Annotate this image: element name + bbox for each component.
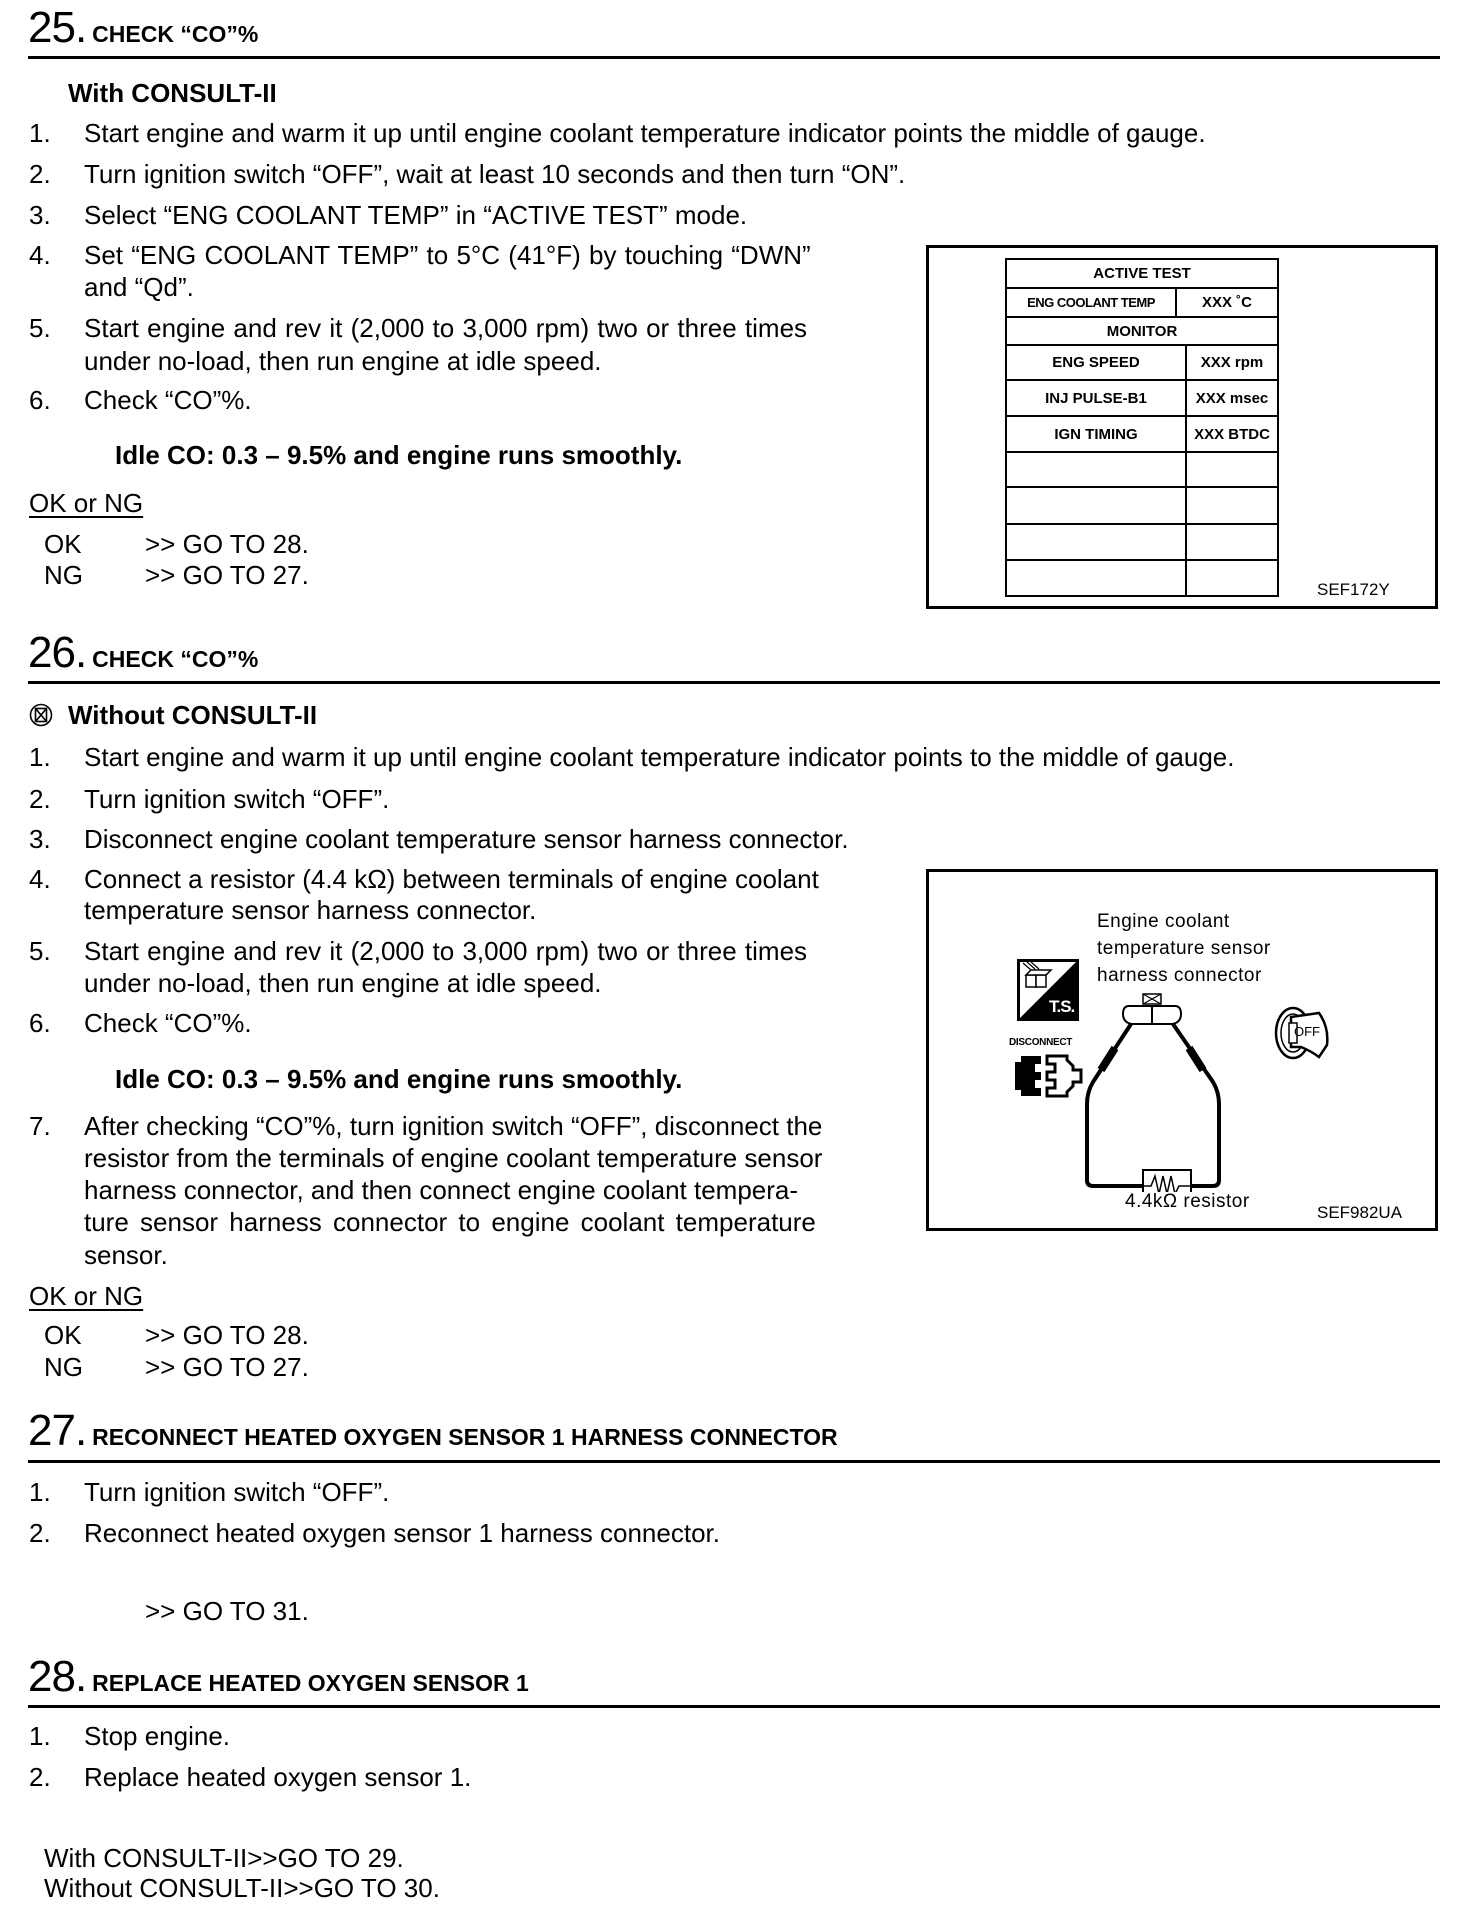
step-number: 4. xyxy=(29,864,51,894)
monitor-label: IGN TIMING xyxy=(1006,416,1186,452)
step-number: 3. xyxy=(29,824,51,854)
result-ng-link[interactable]: >> GO TO 27. xyxy=(145,560,309,590)
resistor-label: 4.4kΩ resistor xyxy=(1125,1191,1250,1212)
monitor-label xyxy=(1006,560,1186,596)
circuit-diagram xyxy=(1079,992,1299,1192)
step-text: After checking “CO”%, turn ignition switch “OFF”, disconnect the xyxy=(84,1111,823,1141)
section-27-heading xyxy=(28,1406,838,1459)
step-number: 2. xyxy=(29,784,51,814)
section-26-heading xyxy=(28,628,259,681)
ts-badge-text: T.S. xyxy=(1049,997,1075,1016)
section-number: 25. xyxy=(28,3,87,52)
step-text: Replace heated oxygen sensor 1. xyxy=(84,1762,472,1792)
active-test-table xyxy=(1005,258,1279,597)
step-text: Disconnect engine coolant temperature sensor harness connector. xyxy=(84,824,849,854)
step-text: Start engine and warm it up until engine coolant temperature indicator points to the middle of gauge. xyxy=(84,742,1235,772)
step-text-continued: and “Qd”. xyxy=(84,272,194,302)
step-number: 3. xyxy=(29,200,51,230)
step-text: Turn ignition switch “OFF”. xyxy=(84,1477,390,1507)
section-number: 27. xyxy=(28,1406,87,1455)
step-text: Connect a resistor (4.4 kΩ) between terminals of engine coolant xyxy=(84,864,819,894)
step-text-continued: under no-load, then run engine at idle speed. xyxy=(84,968,602,998)
branch-with-consult-link[interactable]: With CONSULT-II>>GO TO 29. xyxy=(44,1843,404,1873)
step-number: 5. xyxy=(29,313,51,343)
step-number: 5. xyxy=(29,936,51,966)
active-test-header: ACTIVE TEST xyxy=(1006,259,1278,288)
monitor-label xyxy=(1006,487,1186,524)
step-text: Start engine and rev it (2,000 to 3,000 rpm) two or three times xyxy=(84,313,808,343)
step-text: Reconnect heated oxygen sensor 1 harness connector. xyxy=(84,1518,720,1548)
monitor-value: XXX msec xyxy=(1186,380,1278,416)
active-item-label: ENG COOLANT TEMP xyxy=(1007,289,1177,316)
section-title: CHECK “CO”% xyxy=(92,646,259,672)
step-number: 2. xyxy=(29,1518,51,1548)
step-text-continued: under no-load, then run engine at idle speed. xyxy=(84,346,602,376)
step-number: 2. xyxy=(29,1762,51,1792)
disconnect-label: DISCONNECT xyxy=(1009,1037,1073,1048)
step-text-continued: harness connector, and then connect engine coolant tempera- xyxy=(84,1175,799,1205)
step-text: Turn ignition switch “OFF”, wait at least 10 seconds and then turn “ON”. xyxy=(84,159,906,189)
step-text-continued: resistor from the terminals of engine coolant temperature sensor xyxy=(84,1143,823,1173)
result-ng-code: NG xyxy=(44,560,83,590)
step-text: Check “CO”%. xyxy=(84,1008,252,1038)
step-text: Check “CO”%. xyxy=(84,385,252,415)
step-text-continued: ture sensor harness connector to engine coolant temperature xyxy=(84,1207,816,1237)
monitor-value xyxy=(1186,560,1278,596)
monitor-value: XXX rpm xyxy=(1186,345,1278,380)
monitor-label: ENG SPEED xyxy=(1006,345,1186,380)
monitor-value xyxy=(1186,524,1278,560)
result-ok-code: OK xyxy=(44,1320,82,1350)
step-text: Start engine and rev it (2,000 to 3,000 rpm) two or three times xyxy=(84,936,808,966)
section-25-heading xyxy=(28,3,259,56)
monitor-value xyxy=(1186,487,1278,524)
step-number: 1. xyxy=(29,1721,51,1751)
section-divider xyxy=(28,681,1440,684)
step-number: 4. xyxy=(29,240,51,270)
figure-id: SEF982UA xyxy=(1317,1203,1403,1222)
step-number: 6. xyxy=(29,385,51,415)
spec-value: Idle CO: 0.3 – 9.5% and engine runs smoothly. xyxy=(115,1064,683,1094)
section-title: REPLACE HEATED OXYGEN SENSOR 1 xyxy=(92,1670,529,1696)
active-item-value: XXX ˚C xyxy=(1201,294,1252,311)
step-number: 2. xyxy=(29,159,51,189)
section-divider xyxy=(28,56,1440,59)
monitor-label xyxy=(1006,452,1186,487)
section-number: 26. xyxy=(28,628,87,677)
active-item-row xyxy=(1006,288,1278,317)
section-number: 28. xyxy=(28,1652,87,1701)
figure-id: SEF172Y xyxy=(1317,580,1390,599)
section-divider xyxy=(28,1705,1440,1708)
disconnect-icon xyxy=(1011,1050,1087,1102)
ignition-key-off-icon xyxy=(1273,1003,1331,1063)
step-number: 1. xyxy=(29,1477,51,1507)
mode-label: With CONSULT-II xyxy=(68,78,277,108)
step-text-continued: temperature sensor harness connector. xyxy=(84,895,537,925)
step-text: Select “ENG COOLANT TEMP” in “ACTIVE TEST” mode. xyxy=(84,200,748,230)
step-number: 7. xyxy=(29,1111,51,1141)
monitor-header: MONITOR xyxy=(1006,317,1278,345)
result-ok-link[interactable]: >> GO TO 28. xyxy=(145,1320,309,1350)
active-test-figure xyxy=(926,245,1438,609)
without-consult-icon xyxy=(29,703,53,727)
result-label: OK or NG xyxy=(29,488,144,518)
step-number: 6. xyxy=(29,1008,51,1038)
monitor-value: XXX BTDC xyxy=(1186,416,1278,452)
connector-label xyxy=(1097,908,1271,989)
section-title: RECONNECT HEATED OXYGEN SENSOR 1 HARNESS CONNECTOR xyxy=(92,1424,838,1450)
key-off-text: OFF xyxy=(1294,1024,1320,1039)
connector-label-line: Engine coolant xyxy=(1097,911,1230,932)
monitor-label xyxy=(1006,524,1186,560)
step-number: 1. xyxy=(29,118,51,148)
spec-value: Idle CO: 0.3 – 9.5% and engine runs smoothly. xyxy=(115,440,683,470)
result-ok-link[interactable]: >> GO TO 28. xyxy=(145,529,309,559)
result-label: OK or NG xyxy=(29,1281,144,1311)
connector-label-line: temperature sensor xyxy=(1097,938,1271,959)
step-text-continued: sensor. xyxy=(84,1240,168,1270)
result-ng-link[interactable]: >> GO TO 27. xyxy=(145,1352,309,1382)
resistor-connection-figure xyxy=(926,869,1438,1231)
connector-label-line: harness connector xyxy=(1097,965,1262,986)
monitor-label: INJ PULSE-B1 xyxy=(1006,380,1186,416)
step-number: 1. xyxy=(29,742,51,772)
section-title: CHECK “CO”% xyxy=(92,21,259,47)
section-28-heading xyxy=(28,1652,529,1705)
mode-label: Without CONSULT-II xyxy=(68,700,318,730)
step-text: Stop engine. xyxy=(84,1721,231,1751)
monitor-value xyxy=(1186,452,1278,487)
result-ng-code: NG xyxy=(44,1352,83,1382)
step-text: Set “ENG COOLANT TEMP” to 5°C (41°F) by touching “DWN” xyxy=(84,240,811,270)
goto-link[interactable]: >> GO TO 31. xyxy=(145,1596,309,1626)
branch-without-consult-link[interactable]: Without CONSULT-II>>GO TO 30. xyxy=(44,1873,440,1903)
section-divider xyxy=(28,1460,1440,1463)
result-ok-code: OK xyxy=(44,529,82,559)
step-text: Turn ignition switch “OFF”. xyxy=(84,784,390,814)
step-text: Start engine and warm it up until engine coolant temperature indicator points the middle of gauge. xyxy=(84,118,1206,148)
ts-icon xyxy=(1017,959,1079,1021)
